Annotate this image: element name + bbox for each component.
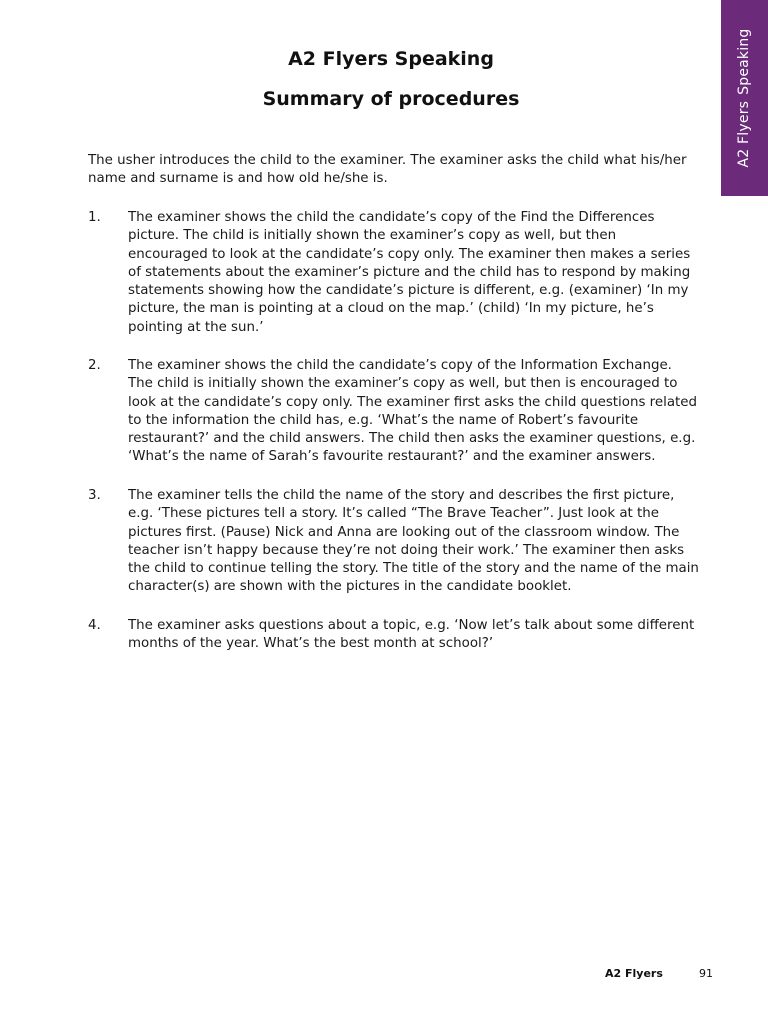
procedure-item bbox=[88, 617, 700, 654]
procedure-text: The examiner tells the child the name of the story and describes the first picture, e.g. ‘These pictures tell a story. It’s called “The Brave Teacher”. Just look at the pictures first. (Pause) Nick and Anna are looking out of the classroom window. The teacher isn’t happy because they’re not doing their work.’ The examiner then asks the child to continue telling the story. The title of the story and the name of the main character(s) are shown with the pictures in the candidate booklet. bbox=[128, 488, 699, 595]
page-title: A2 Flyers Speaking bbox=[288, 48, 494, 70]
procedure-number: 1. bbox=[88, 210, 101, 225]
procedure-item bbox=[88, 209, 700, 337]
section-tab-word-1: A2 Flyers bbox=[736, 100, 752, 168]
page-number: 91 bbox=[699, 967, 713, 980]
procedure-number: 3. bbox=[88, 488, 101, 503]
footer-label: A2 Flyers bbox=[605, 967, 663, 980]
procedure-text: The examiner shows the child the candidate’s copy of the Find the Differences picture. The child is initially shown the examiner’s copy as well, but then encouraged to look at the candidate’s copy only. The examiner then makes a series of statements about the examiner’s picture and the child has to respond by making statements showing how the candidate’s picture is different, e.g. (examiner) ‘In my picture, the man is pointing at a cloud on the map.’ (child) ‘In my picture, he’s pointing at the sun.’ bbox=[128, 210, 691, 335]
procedure-item bbox=[88, 357, 700, 467]
intro-paragraph: The usher introduces the child to the examiner. The examiner asks the child what his/her name and surname is and how old he/she is. bbox=[88, 153, 687, 187]
procedure-number: 2. bbox=[88, 358, 101, 373]
page-subtitle: Summary of procedures bbox=[262, 88, 520, 110]
procedure-item bbox=[88, 487, 700, 597]
procedure-number: 4. bbox=[88, 618, 101, 633]
procedure-text: The examiner asks questions about a topic, e.g. ‘Now let’s talk about some different months of the year. What’s the best month at school?’ bbox=[128, 618, 695, 652]
section-tab-word-2: Speaking bbox=[736, 28, 752, 95]
procedure-text: The examiner shows the child the candidate’s copy of the Information Exchange. The child is initially shown the examiner’s copy as well, but then is encouraged to look at the candidate’s copy only. The examiner first asks the child questions related to the information the child has, e.g. ‘What’s the name of Robert’s favourite restaurant?’ and the child answers. The child then asks the examiner questions, e.g. ‘What’s the name of Sarah’s favourite restaurant?’ and the examiner answers. bbox=[128, 358, 698, 465]
